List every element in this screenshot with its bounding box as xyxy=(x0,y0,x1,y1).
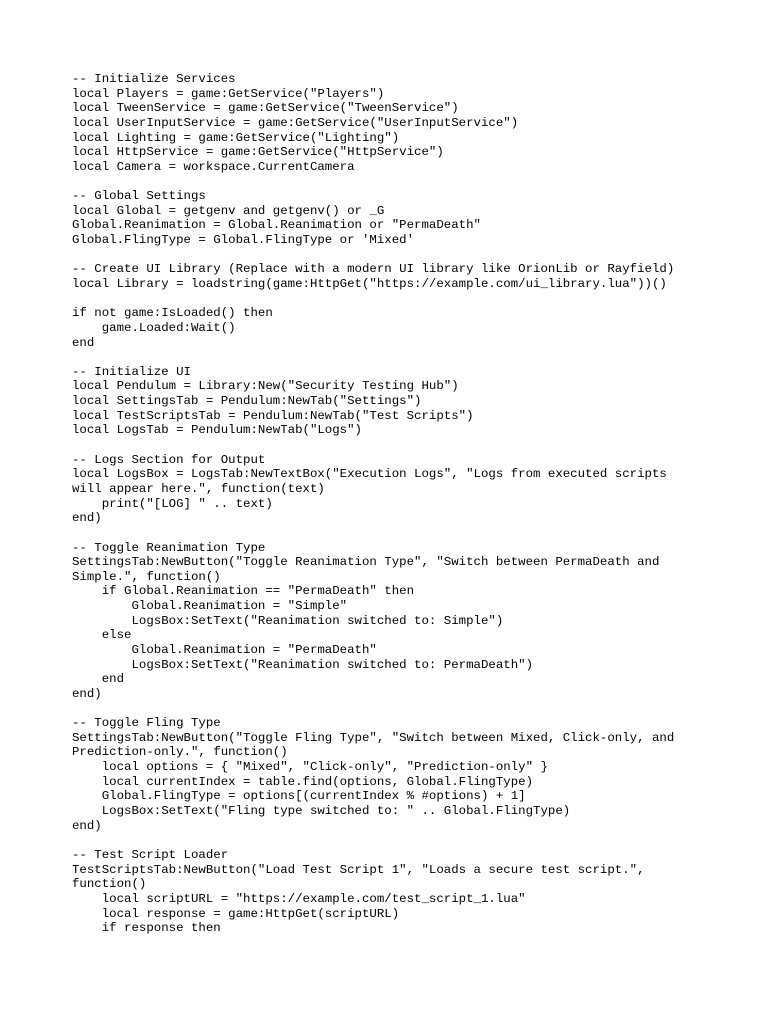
code-line: function() xyxy=(72,877,147,892)
code-line: -- Initialize Services xyxy=(72,72,236,86)
code-line: end xyxy=(72,672,125,687)
code-line: if response then xyxy=(72,921,221,936)
code-line: -- Global Settings xyxy=(72,189,206,204)
code-line: else xyxy=(72,628,132,643)
code-line: end xyxy=(72,335,95,350)
code-line xyxy=(72,833,712,848)
code-line: local UserInputService = game:GetService("UserInputService") xyxy=(72,115,519,130)
code-line: local Global = getgenv and getgenv() or _G xyxy=(72,203,385,218)
code-line: LogsBox:SetText("Reanimation switched to: Simple") xyxy=(72,613,504,628)
code-line: local response = game:HttpGet(scriptURL) xyxy=(72,906,400,921)
code-block xyxy=(72,72,712,936)
code-line: Simple.", function() xyxy=(72,569,221,584)
code-line: local SettingsTab = Pendulum:NewTab("Settings") xyxy=(72,394,422,409)
code-line xyxy=(72,248,712,263)
code-line: local options = { "Mixed", "Click-only", "Prediction-only" } xyxy=(72,760,548,775)
code-line: Global.Reanimation = "PermaDeath" xyxy=(72,642,377,657)
code-line xyxy=(72,438,712,453)
code-line: local Lighting = game:GetService("Lighting") xyxy=(72,130,400,145)
code-line: local TestScriptsTab = Pendulum:NewTab("Test Scripts") xyxy=(72,408,474,423)
code-line: -- Toggle Reanimation Type xyxy=(72,540,266,555)
code-line: end) xyxy=(72,686,102,701)
code-line xyxy=(72,526,712,541)
code-line: local HttpService = game:GetService("HttpService") xyxy=(72,145,444,160)
code-line: LogsBox:SetText("Reanimation switched to: PermaDeath") xyxy=(72,657,534,672)
code-line: Prediction-only.", function() xyxy=(72,745,288,760)
code-line: TestScriptsTab:NewButton("Load Test Script 1", "Loads a secure test script.", xyxy=(72,862,645,877)
code-line: -- Logs Section for Output xyxy=(72,452,266,467)
code-line: game.Loaded:Wait() xyxy=(72,320,236,335)
code-line: Global.FlingType = options[(currentIndex % #options) + 1] xyxy=(72,789,526,804)
code-line: if Global.Reanimation == "PermaDeath" then xyxy=(72,584,415,599)
code-line: local Pendulum = Library:New("Security Testing Hub") xyxy=(72,379,459,394)
code-line: -- Toggle Fling Type xyxy=(72,716,221,731)
code-line: local LogsBox = LogsTab:NewTextBox("Execution Logs", "Logs from executed scripts xyxy=(72,467,667,482)
code-line xyxy=(72,350,712,365)
code-line: end) xyxy=(72,818,102,833)
code-line: Global.Reanimation = "Simple" xyxy=(72,599,348,614)
code-line: end) xyxy=(72,511,102,526)
code-line: will appear here.", function(text) xyxy=(72,481,325,496)
code-line: if not game:IsLoaded() then xyxy=(72,306,273,321)
code-line: -- Create UI Library (Replace with a modern UI library like OrionLib or Rayfield) xyxy=(72,262,675,277)
code-line: SettingsTab:NewButton("Toggle Fling Type", "Switch between Mixed, Click-only, and xyxy=(72,730,675,745)
code-line: local Players = game:GetService("Players") xyxy=(72,86,385,101)
code-line xyxy=(72,292,712,307)
code-line: print("[LOG] " .. text) xyxy=(72,496,273,511)
code-line: local currentIndex = table.find(options, Global.FlingType) xyxy=(72,774,534,789)
code-line: Global.FlingType = Global.FlingType or 'Mixed' xyxy=(72,233,415,248)
code-line: -- Initialize UI xyxy=(72,364,191,379)
code-line xyxy=(72,702,712,717)
code-line: Global.Reanimation = Global.Reanimation or "PermaDeath" xyxy=(72,218,481,233)
code-line: LogsBox:SetText("Fling type switched to: " .. Global.FlingType) xyxy=(72,804,571,819)
code-line: local Library = loadstring(game:HttpGet("https://example.com/ui_library.lua"))() xyxy=(72,276,667,291)
code-line: local TweenService = game:GetService("TweenService") xyxy=(72,101,459,116)
code-line: local LogsTab = Pendulum:NewTab("Logs") xyxy=(72,423,362,438)
code-line: local Camera = workspace.CurrentCamera xyxy=(72,159,355,174)
code-line: local scriptURL = "https://example.com/test_script_1.lua" xyxy=(72,891,526,906)
code-line: SettingsTab:NewButton("Toggle Reanimation Type", "Switch between PermaDeath and xyxy=(72,555,660,570)
code-line xyxy=(72,174,712,189)
code-line: -- Test Script Loader xyxy=(72,847,229,862)
